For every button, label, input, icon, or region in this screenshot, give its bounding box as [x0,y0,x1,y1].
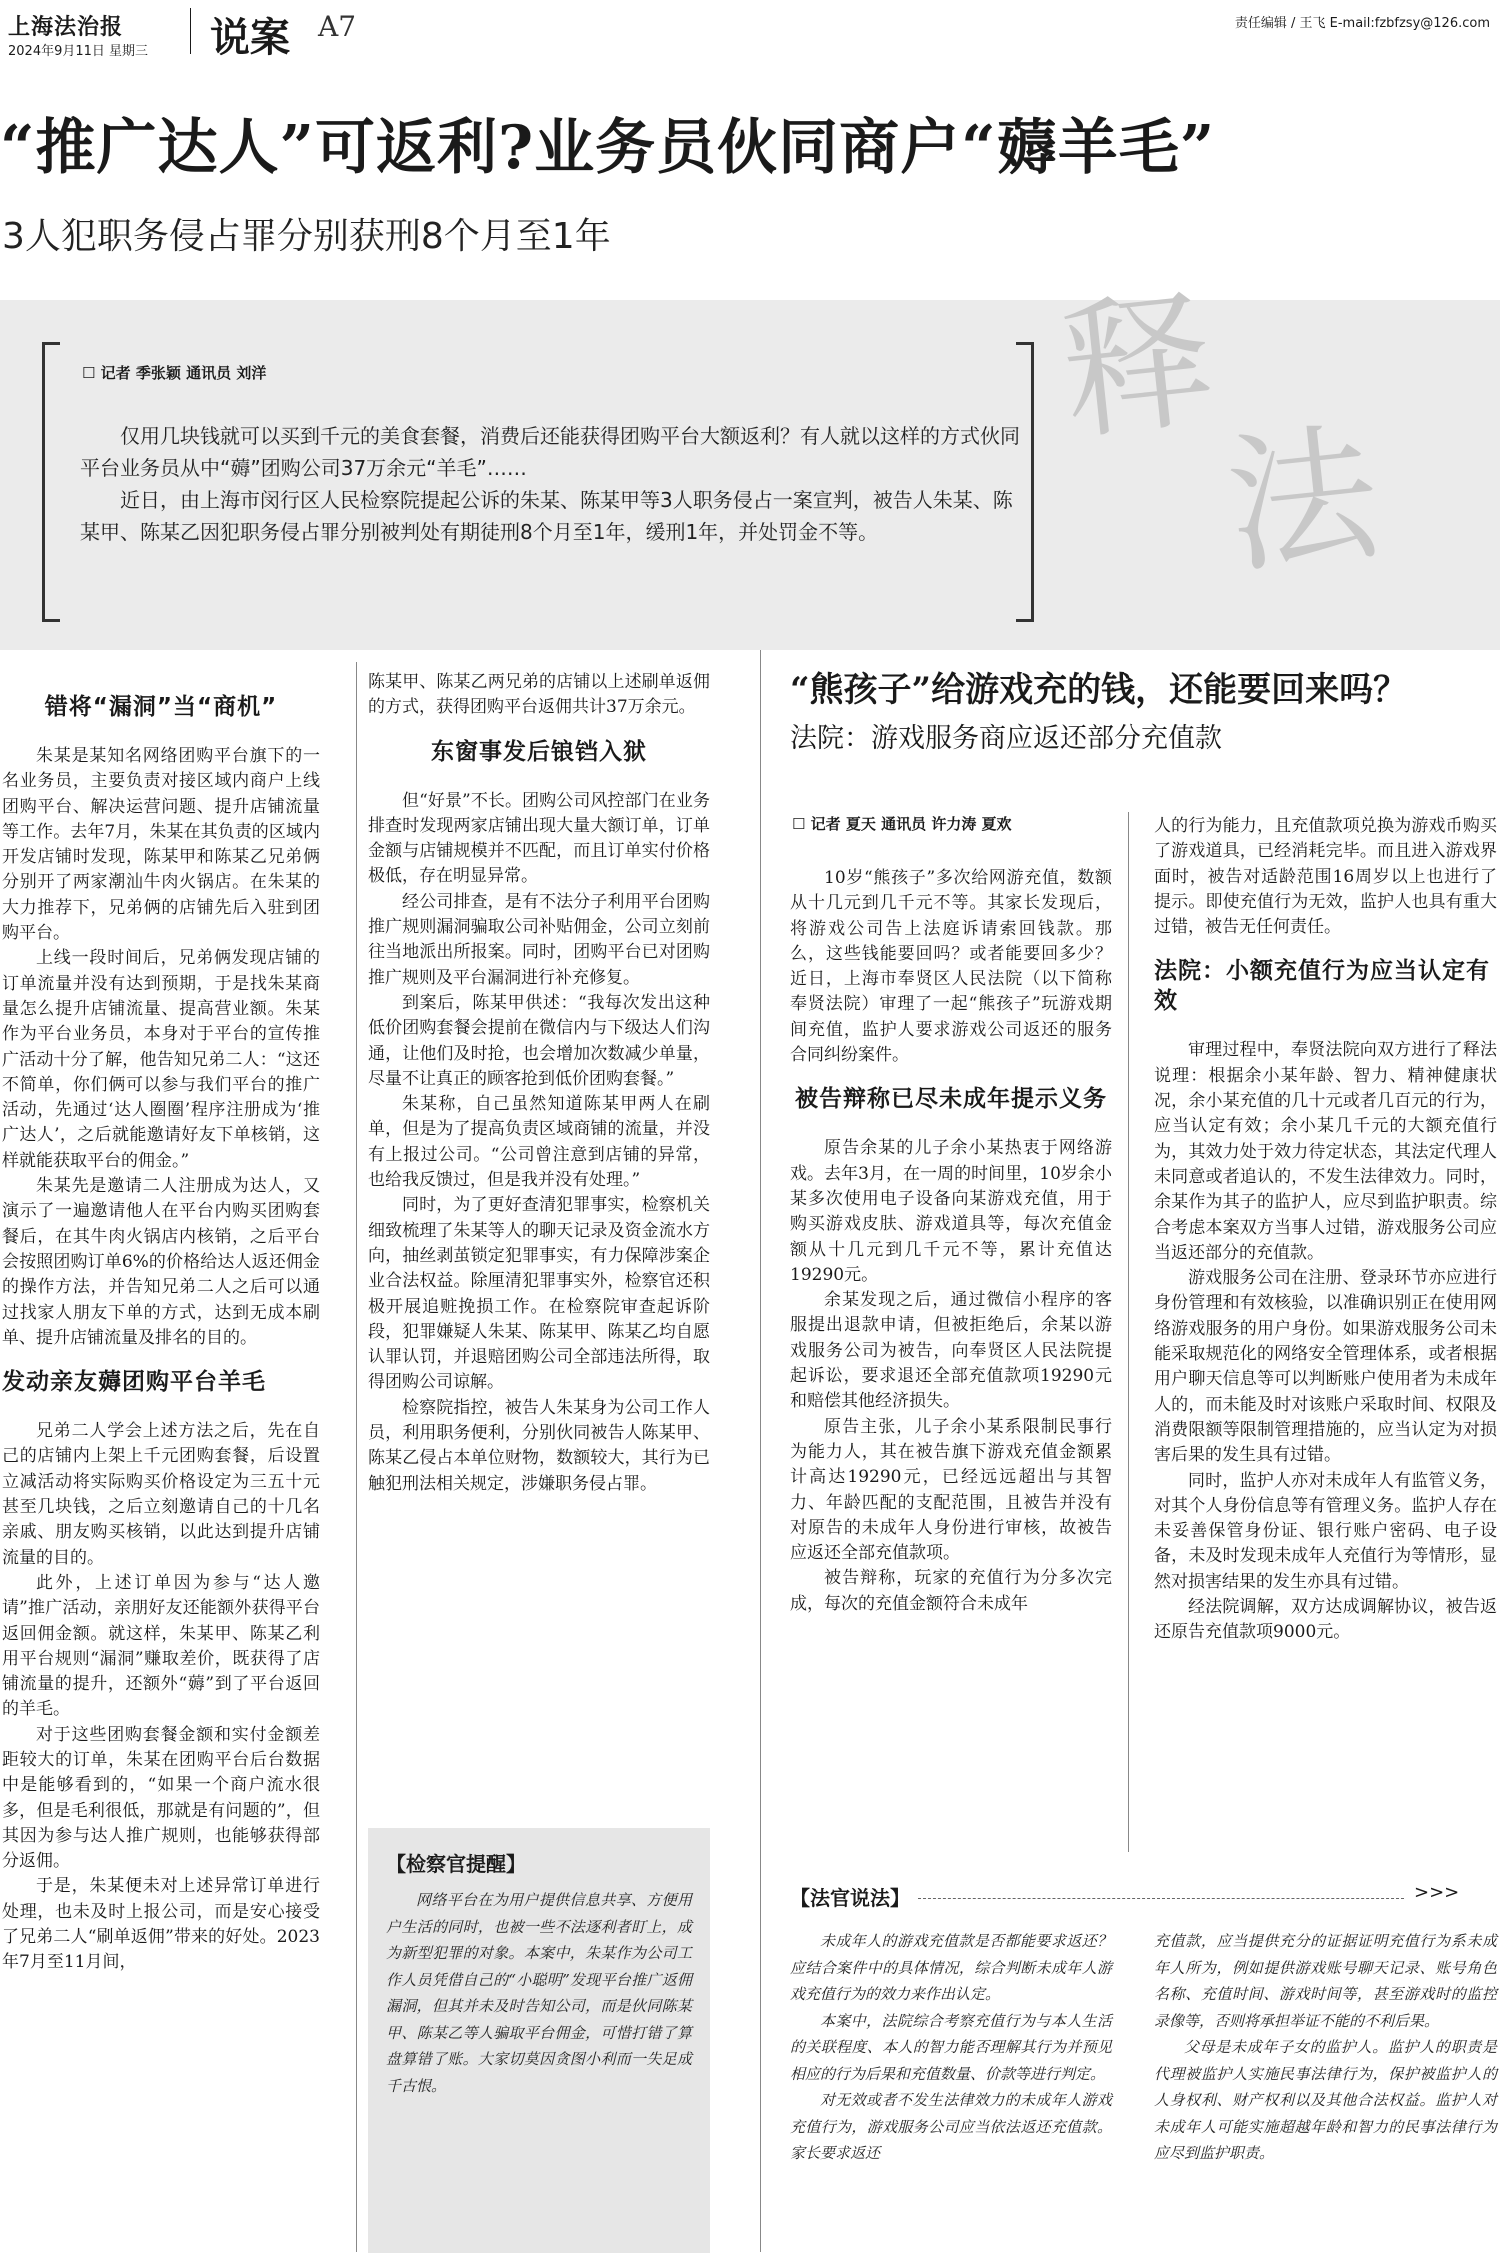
body-paragraph: 被告辩称，玩家的充值行为分多次完成，每次的充值金额符合未成年 [790,1568,1112,1614]
paper-name: 上海法治报 [8,14,124,40]
body-paragraph: 上线一段时间后，兄弟俩发现店铺的订单流量并没有达到预期，于是找朱某商量怎么提升店铺流量、提高营业额。朱某作为平台业务员，本身对于平台的宣传推广活动十分了解，他告知兄弟二人：“这还不简单，你们俩可以参与我们平台的推广活动，先通过‘达人圈圈’程序注册成为‘推广达人’，之后就能邀请好友下单核销，这样就能获取平台的佣金。” [2,948,320,1171]
body-paragraph: 游戏服务公司在注册、登录环节亦应进行身份管理和有效核验，以准确识别正在使用网络游戏服务的用户身份。如果游戏服务公司未能采取规范化的网络安全管理体系，或者根据用户聊天信息等可以判断账户使用者为未成年人的，而未能及时对该账户采取时间、权限及消费限额等限制管理措施的，应当认定为对损害后果的发生具有过错。 [1154,1268,1497,1466]
section-name: 说案 [210,15,290,61]
body-paragraph: 于是，朱某便未对上述异常订单进行处理，也未及时上报公司，而是安心接受了兄弟二人“刷单返佣”带来的好处。2023年7月至11月间， [2,1876,320,1973]
judge-says-rule [918,1898,1404,1899]
lead-paragraph: 近日，由上海市闵行区人民检察院提起公诉的朱某、陈某甲等3人职务侵占一案宣判，被告人朱某、陈某甲、陈某乙因犯职务侵占罪分别被判处有期徒刑8个月至1年，缓刑1年，并处罚金不等。 [80,488,1013,544]
body-paragraph: 人的行为能力，且充值款项兑换为游戏币购买了游戏道具，已经消耗完毕。而且进入游戏界面时，被告对适龄范围16周岁以上也进行了提示。即使充值行为无效，监护人也具有重大过错，被告无任何责任。 [1154,816,1497,938]
article1-column-2 [368,670,710,1497]
main-subheadline: 3人犯职务侵占罪分别获刑8个月至1年 [2,216,611,257]
body-paragraph: 对于这些团购套餐金额和实付金额差距较大的订单，朱某在团购平台后台数据中是能够看到的，“如果一个商户流水很多，但是毛利很低，那就是有问题的”，但其因为参与达人推广规则，也能够获得部分返佣。 [2,1724,320,1872]
masthead-divider [190,8,191,54]
lead-paragraph: 仅用几块钱就可以买到千元的美食套餐，消费后还能获得团购平台大额返利？有人就以这样的方式伙同平台业务员从中“薅”团购公司37万余元“羊毛”…… [80,424,1020,480]
body-paragraph: 兄弟二人学会上述方法之后，先在自己的店铺内上架上千元团购套餐，后设置立减活动将实际购买价格设定为三五十元甚至几块钱，之后立刻邀请自己的十几名亲戚、朋友购买核销，以此达到提升店铺流量的目的。 [2,1421,320,1568]
editor-credit: 责任编辑 / 王飞 E-mail:fzbfzsy@126.com [1234,16,1490,31]
body-paragraph: 陈某甲、陈某乙两兄弟的店铺以上述刷单返佣的方式，获得团购平台返佣共计37万余元。 [368,672,710,718]
body-paragraph: 到案后，陈某甲供述：“我每次发出这种低价团购套餐会提前在微信内与下级达人们沟通，让他们及时抢，也会增加次数减少单量，尽量不让真正的顾客抢到低价团购套餐。” [368,992,710,1089]
page-number: A7 [318,10,357,43]
lead-text [80,420,1030,548]
column-rule [1128,812,1129,1852]
issue-date: 2024年9月11日 星期三 [8,44,149,59]
section-heading: 法院：小额充值行为应当认定有效 [1154,958,1490,1015]
body-paragraph: 此外，上述订单因为参与“达人邀请”推广活动，亲朋好友还能额外获得平台返回佣金额。就这样，朱某甲、陈某乙利用平台规则“漏洞”赚取差价，既获得了店铺流量的提升，还额外“薅”到了平台返回的羊毛。 [2,1572,320,1720]
body-paragraph: 原告余某的儿子余小某热衷于网络游戏。去年3月，在一周的时间里，10岁余小某多次使用电子设备向某游戏充值，用于购买游戏皮肤、游戏道具等，每次充值金额从十几元到几千元不等，累计充值达19290元。 [790,1138,1112,1285]
section-heading: 发动亲友薅团购平台羊毛 [2,1369,266,1396]
judge-paragraph: 对无效或者不发生法律效力的未成年人游戏充值行为，游戏服务公司应当依法返还充值款。家长要求返还 [790,2091,1112,2162]
section-heading: 错将“漏洞”当“商机” [44,694,278,720]
body-paragraph: 检察院指控，被告人朱某身为公司工作人员，利用职务便利，分别伙同被告人陈某甲、陈某乙侵占本单位财物，数额较大，其行为已触犯刑法相关规定，涉嫌职务侵占罪。 [368,1397,710,1494]
body-paragraph: 原告主张，儿子余小某系限制民事行为能力人，其在被告旗下游戏充值金额累计高达19290元，已经远远超出与其智力、年龄匹配的支配范围，且被告并没有对原告的未成年人身份进行审核，故被告应返还全部充值款项。 [790,1416,1112,1564]
main-headline: “推广达人”可返利?业务员伙同商户“薅羊毛” [0,113,1216,183]
body-paragraph: 经法院调解，双方达成调解协议，被告返还原告充值款项9000元。 [1154,1597,1497,1643]
section-heading: 被告辩称已尽未成年提示义务 [795,1086,1107,1113]
body-paragraph: 审理过程中，奉贤法院向双方进行了释法说理：根据余小某年龄、智力、精神健康状况，余小某充值的几十元或者几百元的行为，应当认定有效；余小某几千元的大额充值行为，其效力处于效力待定状态，其法定代理人未同意或者追认的，不发生法律效力。同时，余某作为其子的监护人，应尽到监护职责。综合考虑本案双方当事人过错，游戏服务公司应当返还部分的充值款。 [1154,1040,1497,1263]
body-paragraph: 朱某称，自己虽然知道陈某甲两人在刷单，但是为了提高负责区域商铺的流量，并没有上报过公司。“公司曾注意到店铺的异常，也给我反馈过，但是我并没有处理。” [368,1094,710,1191]
judge-paragraph: 父母是未成年子女的监护人。监护人的职责是代理被监护人实施民事法律行为，保护被监护人的人身权利、财产权利以及其他合法权益。监护人对未成年人可能实施超越年龄和智力的民事法律行为应尽到监护职责。 [1154,2038,1497,2162]
lead-byline: ☐ 记者 季张颖 通讯员 刘洋 [82,364,267,382]
judge-paragraph: 本案中，法院综合考察充值行为与本人生活的关联程度、本人的智力能否理解其行为并预见相应的行为后果和充值数量、价款等进行判定。 [790,2011,1112,2083]
body-paragraph: 朱某先是邀请二人注册成为达人，又演示了一遍邀请他人在平台内购买团购套餐后，在其牛肉火锅店内核销，之后平台会按照团购订单6%的价格给达人返还佣金的操作方法，并告知兄弟二人之后可以通过找家人朋友下单的方式，达到无成本刷单、提升店铺流量及排名的目的。 [2,1176,320,1348]
article2-column-1 [790,866,1112,1617]
body-paragraph: 10岁“熊孩子”多次给网游充值，数额从十几元到几千元不等。其家长发现后，将游戏公司告上法庭诉请索回钱款。那么，这些钱能要回吗？或者能要回多少？近日，上海市奉贤区人民法院（以下简称奉贤法院）审理了一起“熊孩子”玩游戏期间充值，监护人要求游戏公司返还的服务合同纠纷案件。 [790,868,1112,1066]
article2-column-2 [1154,814,1497,1646]
lead-bracket-left [42,342,60,622]
prosecutor-tip-box [368,1828,710,2253]
article1-column-1 [2,676,320,1976]
judge-says-header [790,1880,1490,1916]
body-paragraph: 同时，监护人亦对未成年人有监管义务，对其个人身份信息等有管理义务。监护人存在未妥善保管身份证、银行账户密码、电子设备，未及时发现未成年人充值行为等情形，显然对损害结果的发生亦具有过错。 [1154,1470,1497,1592]
article2-subheadline: 法院：游戏服务商应返还部分充值款 [790,723,1222,754]
watermark-char-2: 法 [1218,406,1387,596]
judge-says-title: 【法官说法】 [790,1886,910,1910]
body-paragraph: 经公司排查，是有不法分子利用平台团购推广规则漏洞骗取公司补贴佣金，公司立刻前往当地派出所报案。同时，团购平台已对团购推广规则及平台漏洞进行补充修复。 [368,891,710,988]
body-paragraph: 但“好景”不长。团购公司风控部门在业务排查时发现两家店铺出现大量大额订单，订单金额与店铺规模并不匹配，而且订单实付价格极低，存在明显异常。 [368,790,710,887]
watermark-shifa [1055,261,1464,599]
section-heading: 东窗事发后锒铛入狱 [431,738,647,765]
column-rule [760,650,761,2252]
body-paragraph: 朱某是某知名网络团购平台旗下的一名业务员，主要负责对接区域内商户上线团购平台、解决运营问题、提升店铺流量等工作。去年7月，朱某在其负责的区域内开发店铺时发现，陈某甲和陈某乙兄弟俩分别开了两家潮汕牛肉火锅店。在朱某的大力推荐下，兄弟俩的店铺先后入驻到团购平台。 [2,746,320,944]
judge-paragraph: 未成年人的游戏充值款是否都能要求返还？应结合案件中的具体情况，综合判断未成年人游戏充值行为的效力来作出认定。 [790,1932,1112,2003]
body-paragraph: 余某发现之后，通过微信小程序的客服提出退款申请，但被拒绝后，余某以游戏服务公司为被告，向奉贤区人民法院提起诉讼，要求退还全部充值款项19290元和赔偿其他经济损失。 [790,1290,1112,1412]
masthead [0,0,1500,60]
column-rule [356,662,357,2252]
watermark-char-1: 释 [1054,273,1222,462]
judge-says-column-1 [790,1928,1112,2167]
article2-headline: “熊孩子”给游戏充的钱，还能要回来吗？ [790,670,1408,710]
tip-text [386,1887,692,2099]
judge-paragraph: 充值款，应当提供充分的证据证明充值行为系未成年人所为，例如提供游戏账号聊天记录、账号角色名称、充值时间、游戏时间等，甚至游戏时的监控录像等，否则将承担举证不能的不利后果。 [1154,1932,1497,2030]
tip-title: 【检察官提醒】 [386,1852,526,1876]
judge-says-column-2 [1154,1928,1497,2167]
tip-paragraph: 网络平台在为用户提供信息共享、方便用户生活的同时，也被一些不法逐利者盯上，成为新型犯罪的对象。本案中，朱某作为公司工作人员凭借自己的“小聪明”发现平台推广返佣漏洞，但其并未及时告知公司，而是伙同陈某甲、陈某乙等人骗取平台佣金，可惜打错了算盘算错了账。大家切莫因贪图小利而一失足成千古恨。 [386,1891,692,2095]
article2-byline: ☐ 记者 夏天 通讯员 许力涛 夏欢 [792,815,1012,833]
judge-says-arrow: >>> [1414,1882,1460,1903]
body-paragraph: 同时，为了更好查清犯罪事实，检察机关细致梳理了朱某等人的聊天记录及资金流水方向，抽丝剥茧锁定犯罪事实，有力保障涉案企业合法权益。除厘清犯罪事实外，检察官还积极开展追赃挽损工作。在检察院审查起诉阶段，犯罪嫌疑人朱某、陈某甲、陈某乙均自愿认罪认罚，并退赔团购公司全部违法所得，取得团购公司谅解。 [368,1195,710,1393]
